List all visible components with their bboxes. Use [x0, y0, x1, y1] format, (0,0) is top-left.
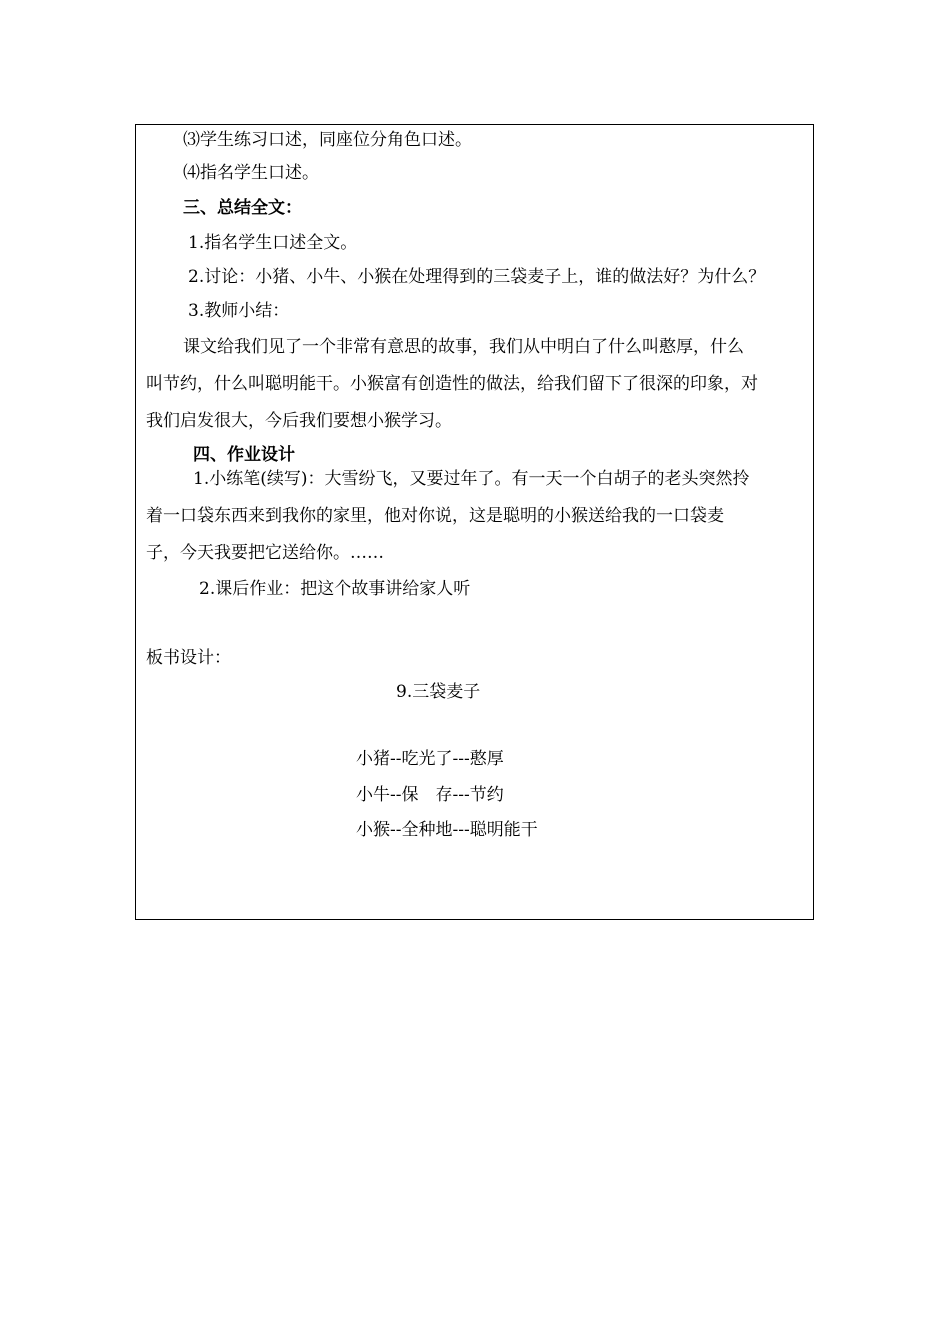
- step-3-line: ⑶学生练习口述，同座位分角色口述。: [183, 130, 472, 150]
- section-heading-homework: 四、作业设计: [193, 445, 295, 465]
- section-heading-summary: 三、总结全文：: [183, 198, 302, 218]
- homework-item-1-line-1: 1.小练笔(续写)：大雪纷飞，又要过年了。有一天一个白胡子的老头突然拎: [193, 469, 750, 489]
- board-row-ox: 小牛--保 存---节约: [356, 785, 504, 805]
- summary-item-1: 1.指名学生口述全文。: [188, 233, 358, 253]
- homework-item-1-line-2: 着一口袋东西来到我你的家里，他对你说，这是聪明的小猴送给我的一口袋麦: [146, 506, 724, 526]
- homework-item-2: 2.课后作业：把这个故事讲给家人听: [199, 579, 471, 599]
- teacher-summary-line-1: 课文给我们见了一个非常有意思的故事，我们从中明白了什么叫憨厚，什么: [183, 337, 744, 357]
- teacher-summary-line-3: 我们启发很大，今后我们要想小猴学习。: [146, 411, 452, 431]
- homework-item-1-line-3: 子，今天我要把它送给你。……: [146, 543, 384, 563]
- teacher-summary-line-2: 叫节约，什么叫聪明能干。小猴富有创造性的做法，给我们留下了很深的印象，对: [146, 374, 758, 394]
- summary-item-3: 3.教师小结：: [188, 301, 290, 321]
- board-title: 9.三袋麦子: [396, 682, 481, 702]
- step-4-line: ⑷指名学生口述。: [183, 163, 319, 183]
- board-row-monkey: 小猴--全种地---聪明能干: [356, 820, 538, 840]
- board-design-label: 板书设计：: [146, 648, 231, 668]
- summary-item-2: 2.讨论：小猪、小牛、小猴在处理得到的三袋麦子上，谁的做法好？为什么？: [188, 267, 766, 287]
- board-row-pig: 小猪--吃光了---憨厚: [356, 749, 504, 769]
